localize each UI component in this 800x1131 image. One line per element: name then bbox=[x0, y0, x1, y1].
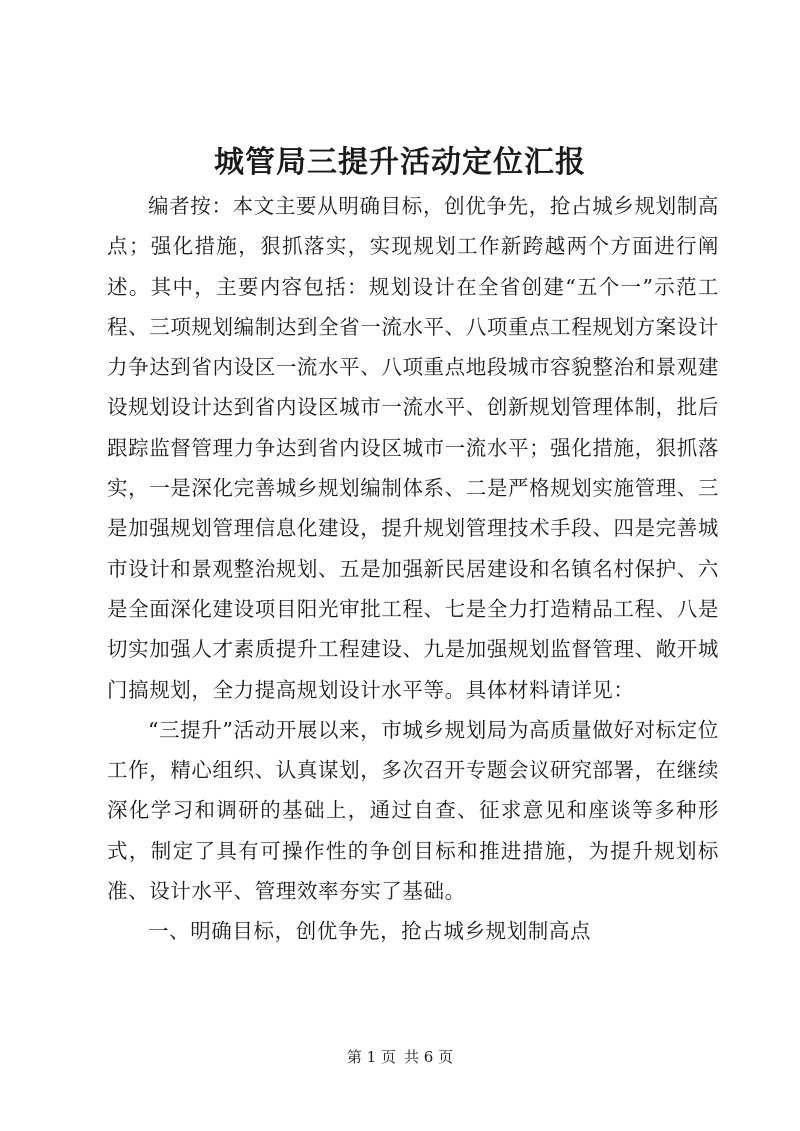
intro-paragraph: “三提升”活动开展以来，市城乡规划局为高质量做好对标定位工作，精心组织、认真谋划，多次召开专题会议研究部署，在继续深化学习和调研的基础上，通过自查、征求意见和座谈等多种形式，制定了具有可操作性的争创目标和推进措施，为提升规划标准、设计水平、管理效率夯实了基础。 bbox=[107, 717, 719, 904]
page-number: 第 1 页 bbox=[346, 1048, 396, 1066]
document-title: 城管局三提升活动定位汇报 bbox=[214, 145, 586, 180]
page-footer bbox=[0, 1047, 800, 1067]
editor-note-paragraph: 编者按：本文主要从明确目标，创优争先，抢占城乡规划制高点；强化措施，狠抓落实，实现规划工作新跨越两个方面进行阐述。其中，主要内容包括：规划设计在全省创建“五个一”示范工程、三项规划编制达到全省一流水平、八项重点工程规划方案设计力争达到省内设区一流水平、八项重点地段城市容貌整治和景观建设规划设计达到省内设区城市一流水平、创新规划管理体制，批后跟踪监督管理力争达到省内设区城市一流水平；强化措施，狠抓落实，一是深化完善城乡规划编制体系、二是严格规划实施管理、三是加强规划管理信息化建设，提升规划管理技术手段、四是完善城市设计和景观整治规划、五是加强新民居建设和名镇名村保护、六是全面深化建设项目阳光审批工程、七是全力打造精品工程、八是切实加强人才素质提升工程建设、九是加强规划监督管理、敞开城门搞规划，全力提高规划设计水平等。具体材料请详见： bbox=[107, 194, 719, 702]
document-body bbox=[107, 186, 719, 952]
section-heading: 一、明确目标，创优争先，抢占城乡规划制高点 bbox=[148, 919, 592, 944]
page-total: 共 6 页 bbox=[404, 1048, 454, 1066]
